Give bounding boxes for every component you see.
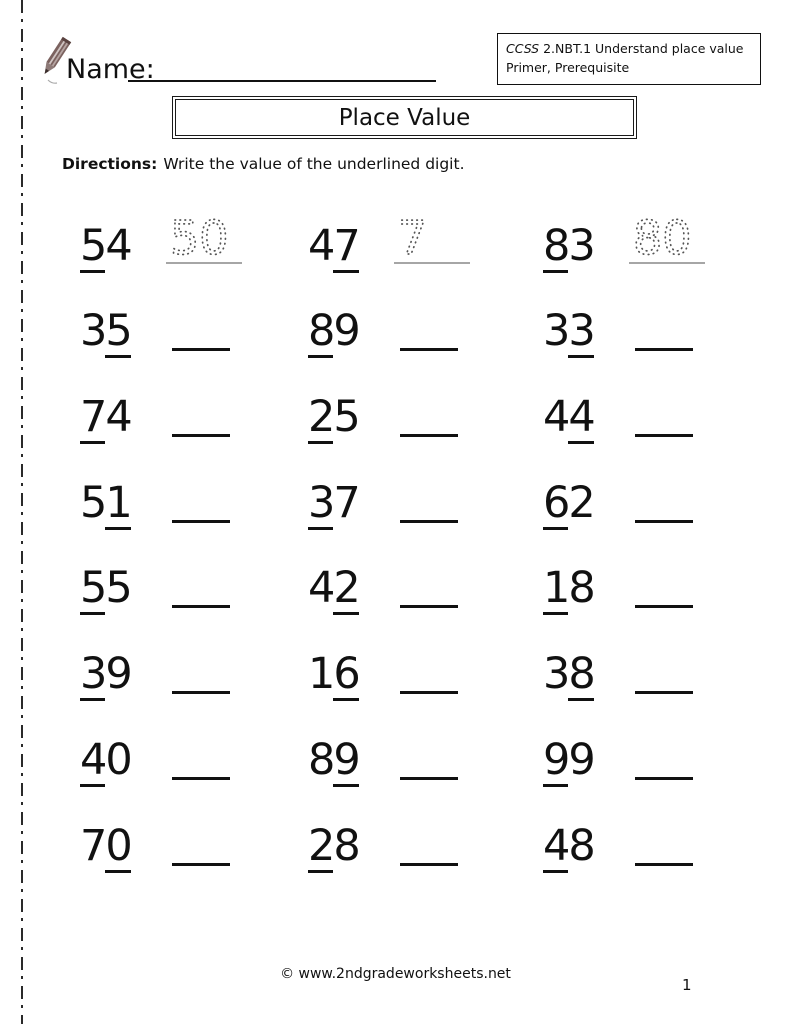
problem-item: [80, 704, 308, 790]
traced-answer-digits: 80: [633, 210, 692, 265]
answer-blank[interactable]: [635, 520, 693, 523]
problem-number: [543, 392, 599, 443]
problem-number: [308, 392, 364, 443]
problem-number: [80, 563, 136, 614]
traced-answer: [629, 210, 711, 268]
answer-blank[interactable]: [635, 863, 693, 866]
problem-number: [80, 477, 136, 528]
problem-item: [80, 361, 308, 447]
page-title: Place Value: [175, 99, 634, 136]
answer-blank[interactable]: [172, 520, 230, 523]
underlined-digit: 4: [568, 392, 594, 443]
problem-number: [80, 820, 136, 871]
answer-blank[interactable]: [172, 348, 230, 351]
traced-answer-digits: 50: [170, 210, 229, 265]
problems-grid: [80, 190, 783, 876]
standards-box: [497, 33, 761, 85]
underlined-digit: 9: [333, 734, 359, 785]
traced-answer: [166, 210, 248, 268]
digit: 5: [80, 477, 106, 528]
answer-blank[interactable]: [635, 434, 693, 437]
problem-number: [80, 392, 136, 443]
problem-number: [543, 734, 599, 785]
answer-blank[interactable]: [400, 434, 458, 437]
digit: 4: [308, 220, 334, 271]
problem-number: [308, 220, 364, 271]
answer-blank[interactable]: [635, 777, 693, 780]
problem-number: [543, 477, 599, 528]
underlined-digit: 8: [308, 306, 334, 357]
underlined-digit: 3: [568, 306, 594, 357]
problem-number: [80, 649, 136, 700]
digit: 9: [568, 734, 594, 785]
name-label: Name:: [66, 54, 155, 85]
standards-line-1: [506, 39, 752, 58]
problem-number: [543, 563, 599, 614]
answer-blank[interactable]: [400, 863, 458, 866]
problem-item: [80, 447, 308, 533]
problem-number: [308, 820, 364, 871]
problem-item: [543, 276, 783, 362]
directions-text: Write the value of the underlined digit.: [163, 155, 465, 173]
problem-number: [308, 477, 364, 528]
cut-line: [21, 0, 23, 1024]
digit: 3: [568, 220, 594, 271]
problem-item: [80, 533, 308, 619]
traced-answer: [394, 210, 476, 268]
problem-number: [543, 649, 599, 700]
problem-item: [80, 276, 308, 362]
answer-blank[interactable]: [400, 605, 458, 608]
copyright: © www.2ndgradeworksheets.net: [280, 966, 511, 982]
problem-item: [308, 447, 543, 533]
digit: 3: [543, 649, 569, 700]
digit: 8: [333, 820, 359, 871]
digit: 7: [80, 820, 106, 871]
answer-blank[interactable]: [400, 520, 458, 523]
digit: 0: [105, 734, 131, 785]
problem-number: [543, 306, 599, 357]
digit: 1: [308, 649, 334, 700]
answer-blank[interactable]: [172, 777, 230, 780]
answer-blank[interactable]: [172, 605, 230, 608]
page-number: 1: [682, 976, 692, 994]
digit: 3: [543, 306, 569, 357]
directions-label: Directions:: [62, 155, 158, 173]
underlined-digit: 2: [308, 820, 334, 871]
answer-blank[interactable]: [400, 777, 458, 780]
underlined-digit: 2: [308, 392, 334, 443]
problem-item: [308, 618, 543, 704]
underlined-digit: 5: [105, 306, 131, 357]
underlined-digit: 1: [105, 477, 131, 528]
underlined-digit: 4: [543, 820, 569, 871]
problem-item: [308, 790, 543, 876]
digit: 4: [105, 392, 131, 443]
digit: 3: [80, 306, 106, 357]
underlined-digit: 2: [333, 563, 359, 614]
problem-number: [543, 220, 599, 271]
answer-blank[interactable]: [635, 691, 693, 694]
underlined-digit: 0: [105, 820, 131, 871]
digit: 5: [333, 392, 359, 443]
name-blank-line[interactable]: [128, 50, 436, 82]
problem-item: [543, 618, 783, 704]
title-box: [172, 96, 637, 139]
underlined-digit: 5: [80, 220, 106, 271]
underlined-digit: 4: [80, 734, 106, 785]
digit: 9: [105, 649, 131, 700]
problem-number: [80, 220, 136, 271]
traced-answer-digits: 7: [398, 210, 428, 265]
problem-number: [308, 306, 364, 357]
underlined-digit: 6: [543, 477, 569, 528]
underlined-digit: 8: [568, 649, 594, 700]
answer-blank[interactable]: [635, 348, 693, 351]
ccss-text: 2.NBT.1 Understand place value: [543, 41, 744, 56]
answer-blank[interactable]: [172, 434, 230, 437]
underlined-digit: 3: [80, 649, 106, 700]
problem-item: [543, 361, 783, 447]
problem-item: [543, 533, 783, 619]
digit: 8: [568, 820, 594, 871]
problem-number: [543, 820, 599, 871]
directions: [62, 155, 465, 173]
problem-item: [543, 704, 783, 790]
digit: 8: [308, 734, 334, 785]
problem-item: [543, 190, 783, 276]
digit: 4: [308, 563, 334, 614]
problem-item: [308, 276, 543, 362]
underlined-digit: 1: [543, 563, 569, 614]
problem-number: [308, 734, 364, 785]
digit: 4: [105, 220, 131, 271]
problem-item: [308, 361, 543, 447]
problem-item: [80, 618, 308, 704]
problem-item: [308, 533, 543, 619]
underlined-digit: 7: [80, 392, 106, 443]
digit: 8: [568, 563, 594, 614]
problem-number: [308, 563, 364, 614]
digit: 7: [333, 477, 359, 528]
underlined-digit: 3: [308, 477, 334, 528]
digit: 9: [333, 306, 359, 357]
answer-blank[interactable]: [172, 863, 230, 866]
problem-number: [80, 306, 136, 357]
answer-blank[interactable]: [400, 691, 458, 694]
problem-item: [543, 790, 783, 876]
underlined-digit: 9: [543, 734, 569, 785]
problem-item: [308, 704, 543, 790]
problem-item: [80, 190, 308, 276]
problem-item: [80, 790, 308, 876]
digit: 2: [568, 477, 594, 528]
answer-blank[interactable]: [635, 605, 693, 608]
problem-number: [308, 649, 364, 700]
underlined-digit: 8: [543, 220, 569, 271]
underlined-digit: 5: [80, 563, 106, 614]
digit: 4: [543, 392, 569, 443]
digit: 5: [105, 563, 131, 614]
answer-blank[interactable]: [400, 348, 458, 351]
underlined-digit: 7: [333, 220, 359, 271]
underlined-digit: 6: [333, 649, 359, 700]
ccss-code: CCSS: [506, 41, 540, 56]
problem-item: [308, 190, 543, 276]
answer-blank[interactable]: [172, 691, 230, 694]
problem-item: [543, 447, 783, 533]
problem-number: [80, 734, 136, 785]
standards-line-2: Primer, Prerequisite: [506, 60, 630, 76]
